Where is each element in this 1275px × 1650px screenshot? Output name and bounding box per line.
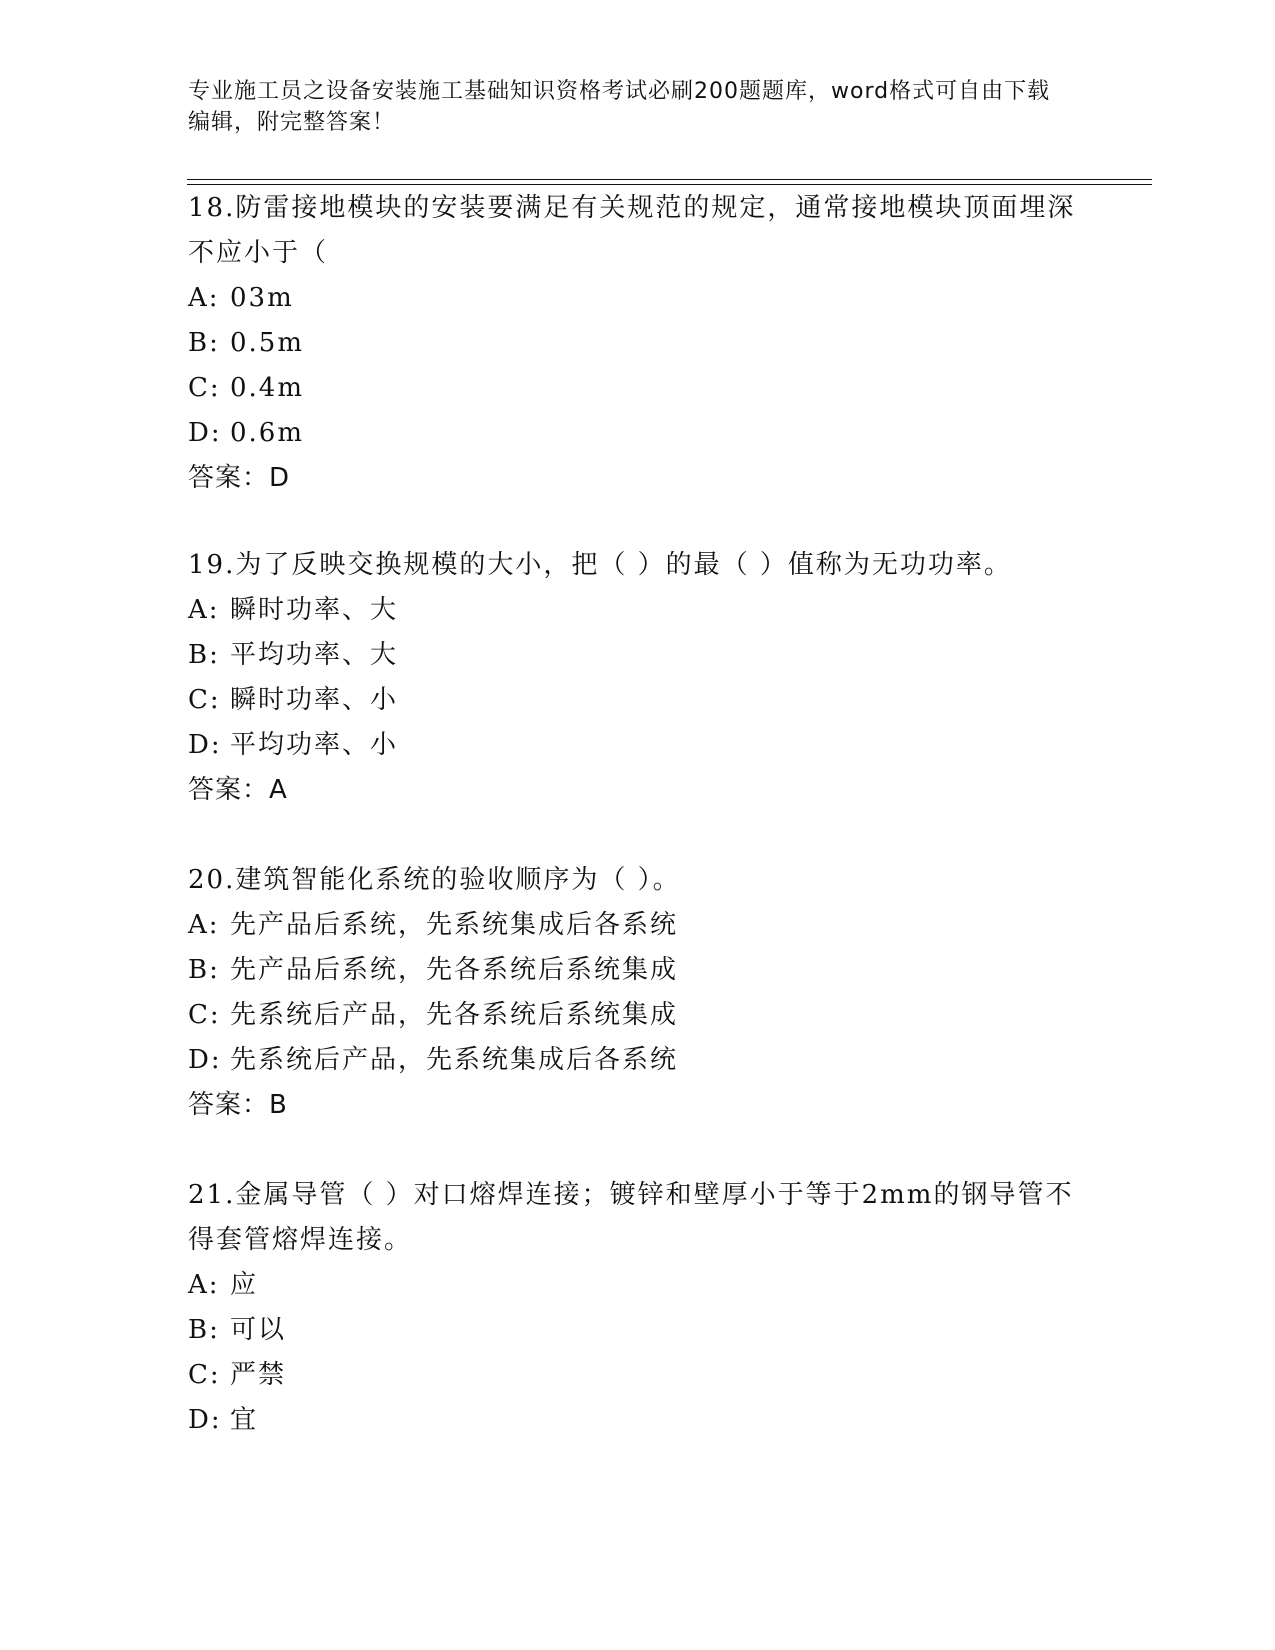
option-d [188, 1038, 1088, 1083]
option-letter: A: [188, 1270, 220, 1300]
option-text: 应 [230, 1270, 259, 1300]
option-letter: D: [188, 730, 222, 760]
option-letter: B: [188, 640, 220, 670]
option-text: 03m [230, 283, 294, 313]
option-text: 平均功率、大 [230, 640, 399, 670]
answer-line [188, 768, 1088, 813]
option-letter: B: [188, 328, 220, 358]
option-letter: B: [188, 955, 220, 985]
answer-label: 答案： [188, 463, 270, 493]
option-c [188, 678, 1088, 723]
option-c [188, 993, 1088, 1038]
option-text: 平均功率、小 [230, 730, 399, 760]
header-divider-top [187, 179, 1152, 180]
option-c [188, 366, 1088, 411]
option-letter: C: [188, 1000, 221, 1030]
option-text: 可以 [230, 1315, 287, 1345]
answer-line [188, 456, 1088, 501]
option-letter: A: [188, 283, 220, 313]
option-c [188, 1353, 1088, 1398]
answer-line [188, 1083, 1088, 1128]
option-a [188, 1263, 1088, 1308]
option-letter: D: [188, 1045, 222, 1075]
option-text: 宜 [230, 1405, 259, 1435]
option-a [188, 903, 1088, 948]
option-text: 先系统后产品，先系统集成后各系统 [230, 1045, 679, 1075]
option-b [188, 321, 1088, 366]
header-divider-bottom [187, 184, 1152, 185]
answer-label: 答案： [188, 1090, 270, 1120]
option-letter: A: [188, 910, 220, 940]
option-text: 瞬时功率、小 [230, 685, 399, 715]
question-stem: 18.防雷接地模块的安装要满足有关规范的规定，通常接地模块顶面埋深不应小于（ [188, 193, 1076, 268]
option-b [188, 633, 1088, 678]
question-20 [188, 858, 1088, 1128]
option-letter: A: [188, 595, 220, 625]
option-text: 0.4m [230, 373, 305, 403]
option-letter: D: [188, 418, 222, 448]
answer-value: D [269, 463, 291, 493]
document-header: 专业施工员之设备安装施工基础知识资格考试必刷200题题库，word格式可自由下载编辑，附完整答案！ [188, 79, 1051, 135]
question-stem: 20.建筑智能化系统的验收顺序为（ ）。 [188, 865, 681, 895]
option-letter: C: [188, 1360, 221, 1390]
question-21 [188, 1173, 1088, 1443]
option-d [188, 723, 1088, 768]
option-letter: D: [188, 1405, 222, 1435]
question-stem: 19.为了反映交换规模的大小，把（ ）的最（ ）值称为无功功率。 [188, 550, 1012, 580]
option-text: 先系统后产品，先各系统后系统集成 [230, 1000, 679, 1030]
option-d [188, 1398, 1088, 1443]
answer-label: 答案： [188, 775, 270, 805]
question-stem: 21.金属导管（ ）对口熔焊连接；镀锌和壁厚小于等于2mm的钢导管不得套管熔焊连接。 [188, 1180, 1074, 1255]
option-a [188, 276, 1088, 321]
option-b [188, 1308, 1088, 1353]
answer-value: A [269, 775, 288, 805]
option-text: 0.6m [230, 418, 305, 448]
option-text: 先产品后系统，先系统集成后各系统 [230, 910, 679, 940]
option-text: 严禁 [230, 1360, 287, 1390]
option-d [188, 411, 1088, 456]
option-letter: C: [188, 685, 221, 715]
option-b [188, 948, 1088, 993]
option-a [188, 588, 1088, 633]
option-letter: B: [188, 1315, 220, 1345]
answer-value: B [269, 1090, 288, 1120]
question-19 [188, 543, 1088, 813]
option-text: 瞬时功率、大 [230, 595, 399, 625]
option-text: 0.5m [230, 328, 305, 358]
question-18 [188, 186, 1088, 501]
option-text: 先产品后系统，先各系统后系统集成 [230, 955, 679, 985]
option-letter: C: [188, 373, 221, 403]
